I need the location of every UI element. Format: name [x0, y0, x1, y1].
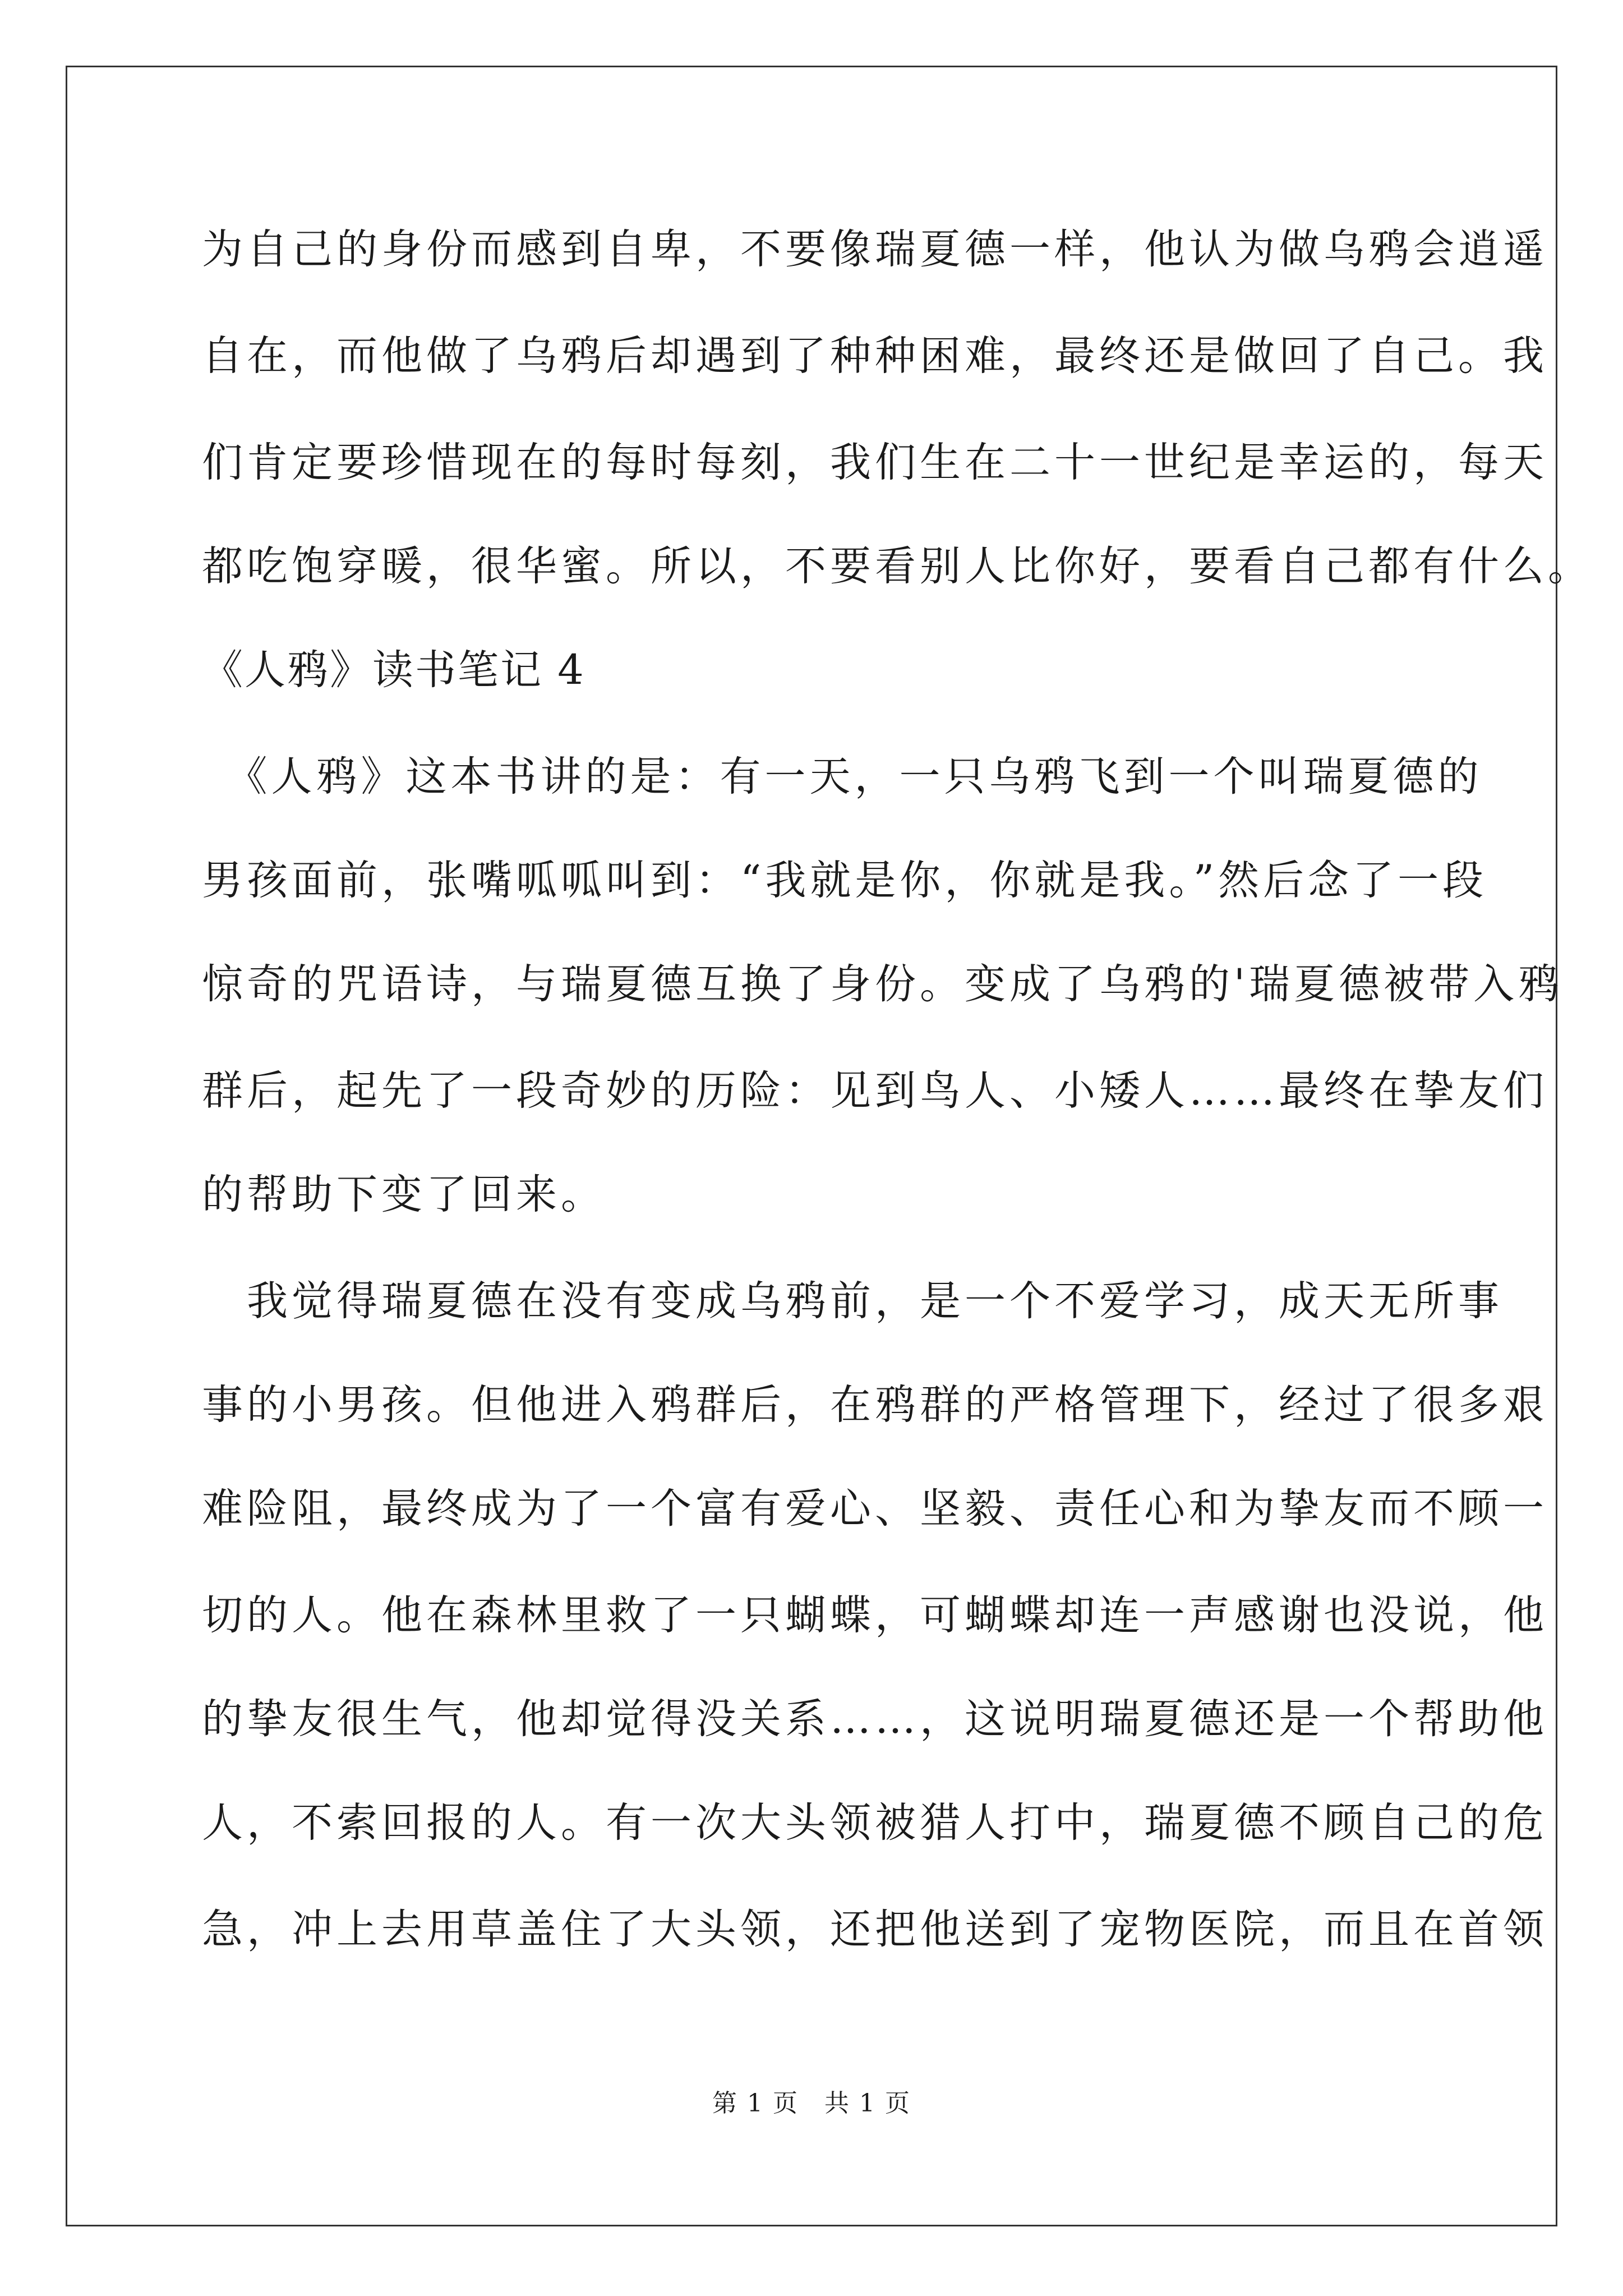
text-line-14: 切的人。他在森林里救了一只蝴蝶，可蝴蝶却连一声感谢也没说，他: [202, 1591, 1548, 1639]
section-heading: 《人鸦》读书笔记 4: [202, 646, 585, 694]
text-line-13: 难险阻，最终成为了一个富有爱心、坚毅、责任心和为挚友而不顾一: [202, 1485, 1548, 1533]
text-line-11: 我觉得瑞夏德在没有变成乌鸦前，是一个不爱学习，成天无所事: [202, 1277, 1503, 1325]
text-line-17: 急，冲上去用草盖住了大头领，还把他送到了宠物医院，而且在首领: [202, 1906, 1548, 1953]
text-line-3: 们肯定要珍惜现在的每时每刻，我们生在二十一世纪是幸运的，每天: [202, 439, 1548, 486]
page-footer: 第 1 页 共 1 页: [712, 2089, 911, 2118]
text-line-6: 《人鸦》这本书讲的是：有一天，一只乌鸦飞到一个叫瑞夏德的: [202, 753, 1483, 800]
text-line-15: 的挚友很生气，他却觉得没关系……，这说明瑞夏德还是一个帮助他: [202, 1695, 1548, 1743]
text-line-9: 群后，起先了一段奇妙的历险：见到鸟人、小矮人……最终在挚友们: [202, 1067, 1548, 1115]
text-line-4: 都吃饱穿暖，很华蜜。所以，不要看别人比你好，要看自己都有什么。: [202, 542, 1593, 590]
text-line-12: 事的小男孩。但他进入鸦群后，在鸦群的严格管理下，经过了很多艰: [202, 1381, 1548, 1429]
text-line-10: 的帮助下变了回来。: [202, 1171, 606, 1218]
text-line-8: 惊奇的咒语诗，与瑞夏德互换了身份。变成了乌鸦的'瑞夏德被带入鸦: [202, 960, 1564, 1008]
text-line-1: 为自己的身份而感到自卑，不要像瑞夏德一样，他认为做乌鸦会逍遥: [202, 226, 1548, 273]
text-line-16: 人，不索回报的人。有一次大头领被猎人打中，瑞夏德不顾自己的危: [202, 1799, 1548, 1847]
text-line-2: 自在，而他做了乌鸦后却遇到了种种困难，最终还是做回了自己。我: [202, 332, 1548, 380]
text-line-7: 男孩面前，张嘴呱呱叫到：“我就是你，你就是我。”然后念了一段: [202, 857, 1488, 904]
